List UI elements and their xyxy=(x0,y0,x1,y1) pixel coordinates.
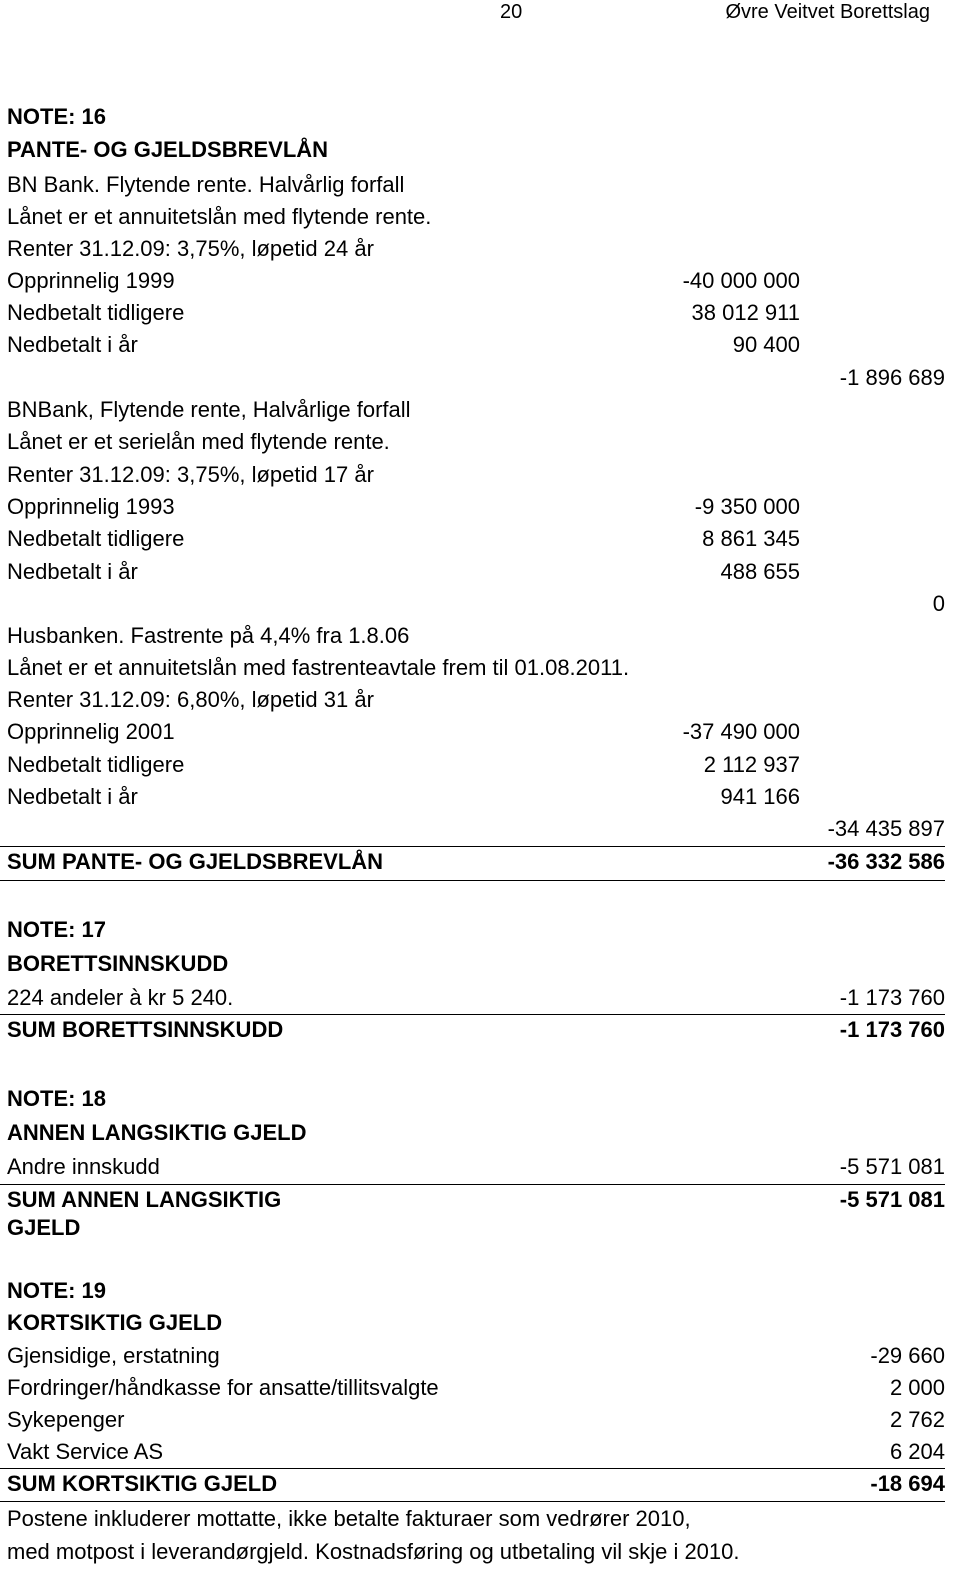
note-17-title: NOTE: 17 xyxy=(7,917,107,942)
loan-description: Renter 31.12.09: 6,80%, løpetid 31 år xyxy=(7,687,374,712)
data-row: Vakt Service AS 6 204 xyxy=(7,1439,945,1464)
loan-row: Nedbetalt i år 941 166 xyxy=(7,784,800,809)
data-row: Gjensidige, erstatning -29 660 xyxy=(7,1343,945,1368)
loan-row: Opprinnelig 1993 -9 350 000 xyxy=(7,494,800,519)
loan-row: Opprinnelig 2001 -37 490 000 xyxy=(7,719,800,744)
sum-row: SUM PANTE- OG GJELDSBREVLÅN -36 332 586 xyxy=(7,849,945,874)
note-18-heading: ANNEN LANGSIKTIG GJELD xyxy=(7,1120,307,1145)
loan-row: Nedbetalt i år 488 655 xyxy=(7,559,800,584)
organization-name: Øvre Veitvet Borettslag xyxy=(725,1,930,23)
sum-row: SUM BORETTSINNSKUDD -1 173 760 xyxy=(7,1017,945,1042)
loan-description: Lånet er et serielån med flytende rente. xyxy=(7,429,390,454)
data-row: Fordringer/håndkasse for ansatte/tillitsvalgte 2 000 xyxy=(7,1375,945,1400)
loan-total: -1 896 689 xyxy=(839,365,945,390)
page-number: 20 xyxy=(500,1,523,23)
loan-row: Nedbetalt tidligere 38 012 911 xyxy=(7,300,800,325)
data-row: 224 andeler à kr 5 240. -1 173 760 xyxy=(7,985,945,1010)
note-18-title: NOTE: 18 xyxy=(7,1086,107,1111)
note-17-heading: BORETTSINNSKUDD xyxy=(7,951,229,976)
loan-row: Nedbetalt i år 90 400 xyxy=(7,332,800,357)
loan-description: Lånet er et annuitetslån med flytende rente. xyxy=(7,204,432,229)
sum-row-continuation: GJELD xyxy=(7,1215,81,1240)
data-row: Sykepenger 2 762 xyxy=(7,1407,945,1432)
footnote: Postene inkluderer mottatte, ikke betalte fakturaer som vedrører 2010, xyxy=(7,1506,691,1531)
loan-description: BN Bank. Flytende rente. Halvårlig forfall xyxy=(7,172,405,197)
data-row: Andre innskudd -5 571 081 xyxy=(7,1154,945,1179)
loan-description: BNBank, Flytende rente, Halvårlige forfall xyxy=(7,397,411,422)
divider xyxy=(0,1501,945,1502)
note-19-heading: KORTSIKTIG GJELD xyxy=(7,1310,223,1335)
loan-description: Lånet er et annuitetslån med fastrenteavtale frem til 01.08.2011. xyxy=(7,655,630,680)
loan-total: 0 xyxy=(932,591,945,616)
loan-description: Renter 31.12.09: 3,75%, løpetid 17 år xyxy=(7,462,374,487)
divider xyxy=(0,880,945,881)
loan-row: Nedbetalt tidligere 2 112 937 xyxy=(7,752,800,777)
loan-total: -34 435 897 xyxy=(827,816,945,841)
note-16-title: NOTE: 16 xyxy=(7,104,107,129)
loan-description: Husbanken. Fastrente på 4,4% fra 1.8.06 xyxy=(7,623,410,648)
note-16-heading: PANTE- OG GJELDSBREVLÅN xyxy=(7,137,329,162)
loan-row: Nedbetalt tidligere 8 861 345 xyxy=(7,526,800,551)
loan-row: Opprinnelig 1999 -40 000 000 xyxy=(7,268,800,293)
footnote: med motpost i leverandørgjeld. Kostnadsføring og utbetaling vil skje i 2010. xyxy=(7,1539,740,1564)
note-19-title: NOTE: 19 xyxy=(7,1278,107,1303)
sum-row: SUM KORTSIKTIG GJELD -18 694 xyxy=(7,1471,945,1496)
sum-row: SUM ANNEN LANGSIKTIG -5 571 081 xyxy=(7,1187,945,1212)
loan-description: Renter 31.12.09: 3,75%, løpetid 24 år xyxy=(7,236,374,261)
